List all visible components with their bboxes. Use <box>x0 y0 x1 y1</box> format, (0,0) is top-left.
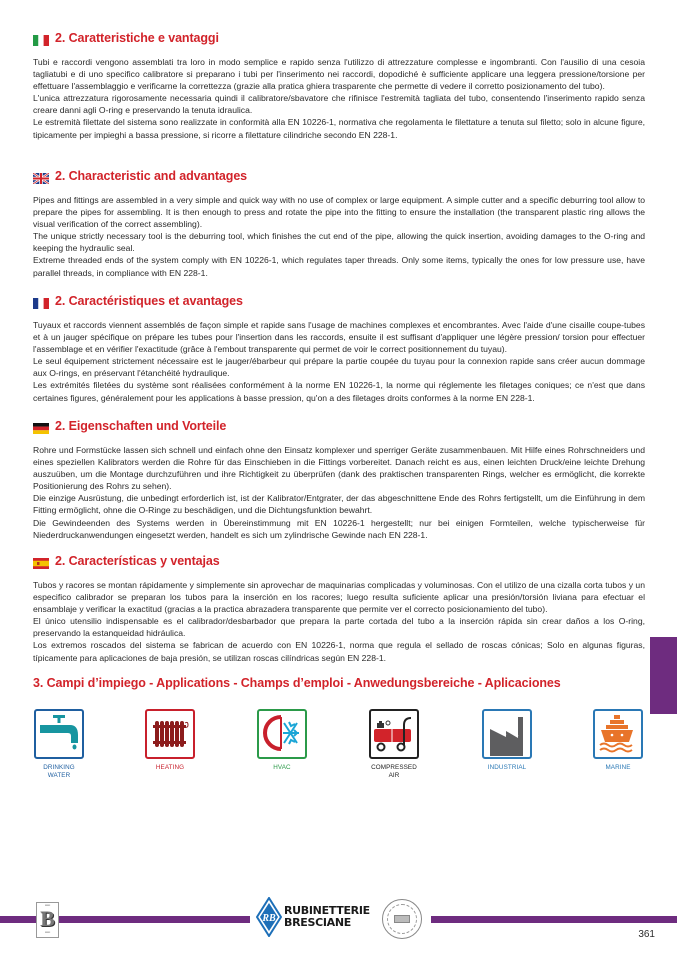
section-heading <box>33 553 645 569</box>
page-number: 361 <box>638 929 655 940</box>
flag-france-icon <box>33 296 49 307</box>
industrial-factory-icon <box>484 711 529 756</box>
section-title: 2. Características y ventajas <box>55 554 220 568</box>
bonomi-group-logo: ▪▪▪▪▪ B ▪▪▪▪▪ <box>36 902 59 938</box>
section-side-tab <box>650 637 677 714</box>
paragraph: Le seul équipement strictement nécessaire est le jauger/ébarbeur qui prépare la partie coupée du tuyau pour la connexion rapide sans créer aucun dommage aux O-rings, en préservant l'étanchéité hydraulique. <box>33 356 645 379</box>
section-it <box>33 30 645 141</box>
app-label: INDUSTRIAL <box>487 764 527 771</box>
section-es <box>33 553 645 664</box>
flag-spain-icon <box>33 556 49 567</box>
paragraph: Die Gewindeenden des Systems werden in Übereinstimmung mit EN 10226-1 hergestellt; nur bei einigen Formteilen, welche typischerweise für Niederdruckanwendungen eingesetzt werden, handelt es sich um zylindrische Gewinde nach EN 228-1. <box>33 517 645 540</box>
paragraph: Pipes and fittings are assembled in a very simple and quick way with no use of complex or large equipment. A simple cutter and a specific deburring tool allow to prepare the pipes for assembling. It is then enough to press and rotate the pipe into the fitting to ensure the installation (the transparent plastic ring allows the visual verification of the correct assembling). <box>33 195 645 230</box>
hvac-icon <box>259 711 304 756</box>
section-heading <box>33 30 645 46</box>
drinking-water-tap-icon <box>36 711 81 756</box>
section-title: 2. Characteristic and advantages <box>55 169 248 183</box>
paragraph: The unique strictly necessary tool is the deburring tool, which finishes the cut end of the pipe, allowing the quick insertion, avoiding damages to the O-ring and keeping the hydraulic seal. <box>33 231 645 254</box>
section-body <box>33 194 645 279</box>
paragraph: Tubos y racores se montan rápidamente y simplemente sin aprovechar de maquinarias complicadas y voluminosas. Con el utilizo de una cizalla corta tubos y un especifico calibrador se preparan los tubos para la inserción en los racores; luego resulta suficiente aplicar una presión/torsión liviana para efectuar el ensamblaje y verificar la exactitud (gracias a la practica abrazadera transparente que permite ver el correcto posicionamiento del tubo). <box>33 580 645 615</box>
iso-certification-seal <box>382 899 422 939</box>
paragraph: Los extremos roscados del sistema se fabrican de acuerdo con EN 10226-1, norma que regula el sellado de roscas cónicas; Solo en algunas figuras, típicamente para aplicaciones de baja presión, se utilizan roscas cilíndricas según EN 228-1. <box>33 640 645 663</box>
paragraph: Tuyaux et raccords viennent assemblés de façon simple et rapide sans l'usage de machines complexes et encombrantes. Avec l'aide d'une cisaille coupe-tubes et à un jauger spécifique on prépare les tubes pour l'insertion dans les raccords, ensuite il est suffisant d'appliquer une légère pression/ torsion pour effectuer l'assemblage et en vérifier l'exactitude (grâce à l'embout transparente qui permet de voir le correct positionnement du tuyau). <box>33 320 645 355</box>
section-body <box>33 444 645 541</box>
svg-text:RB: RB <box>262 913 276 924</box>
rubinetterie-bresciane-logo: RB RUBINETTERIE BRESCIANE <box>256 897 376 937</box>
paragraph: Tubi e raccordi vengono assemblati tra loro in modo semplice e rapido senza l'utilizzo di attrezzature complesse e ingombranti. Con l'ausilio di una cesoia tagliatubi e di uno specifico calibratore si preparano i tubi per l'inserimento nei raccordi, dopodiché è sufficiente applicare una leggera pressione/torsione per effettuare l'assemblaggio e verificarne la correttezza (grazie alla pratica ghiera trasparente che permette di vedere il corretto posizionamento del tubo). <box>33 57 645 92</box>
section-title: 2. Eigenschaften und Vorteile <box>55 419 227 433</box>
section-body <box>33 319 645 404</box>
section-heading <box>33 418 645 434</box>
paragraph: El único utensilio indispensable es el calibrador/desbarbador que prepara la parte cortada del tubo a la inserción rápida sin crear daños a los O-ring, preservando la estanqueidad hidráulica. <box>33 616 645 639</box>
paragraph: Le estremità filettate del sistema sono realizzate in conformità alla EN 10226-1, normativa che regolamenta le filettature a tenuta sul filetto; solo in alcune figure, tipicamente per impieghi a bassa pressione, si ricorre a filettature cilindriche secondo EN 228-1. <box>33 117 645 140</box>
marine-ship-icon <box>595 711 640 756</box>
app-hvac <box>257 709 307 759</box>
section-en <box>33 168 645 279</box>
app-label: MARINE <box>605 764 631 771</box>
app-drinking-water <box>34 709 84 759</box>
section-body <box>33 579 645 664</box>
applications-title: 3. Campi d’impiego - Applications - Champs d’emploi - Anwedungsbereiche - Aplicaciones <box>33 676 561 690</box>
paragraph: Die einzige Ausrüstung, die unbedingt erforderlich ist, ist der Kalibrator/Entgrater, der das abgeschnittene Ende des Rohrs fertigstellt, um die Einführung in dem Fitting ermöglicht, ohne die O-Ringe zu beschädigen, und die Dichtungsfunktion bewahrt. <box>33 493 645 516</box>
paragraph: Extreme threaded ends of the system comply with EN 10226-1, which regulates taper threads. Only some items, typically the ones for low pressure use, have parallel threads, in compliance with EN 228-1. <box>33 255 645 278</box>
rb-diamond-icon <box>256 897 282 937</box>
section-title: 2. Caractéristiques et avantages <box>55 294 243 308</box>
app-marine <box>593 709 643 759</box>
app-industrial <box>482 709 532 759</box>
flag-italy-icon <box>33 33 49 44</box>
section-title: 2. Caratteristiche e vantaggi <box>55 31 219 45</box>
compressed-air-compressor-icon <box>371 711 416 756</box>
paragraph: Rohre und Formstücke lassen sich schnell und einfach ohne den Einsatz komplexer und sperriger Geräte zusammenbauen. Mit Hilfe eines Rohrschneiders und eines speziellen Kalibrators werden die Rohre für das Einschieben in die Fittings vorbereitet. Danach reicht es aus, einen leichten Druck/eine leichte Drehung auszuüben, um die Montage durchzuführen und ihre Richtigkeit zu überprüfen (dank des praktischen transparenten Rings, welcher es ermöglicht, die korrekte Positionierung des Rohrs zu sehen). <box>33 445 645 492</box>
section-de <box>33 418 645 541</box>
flag-uk-icon <box>33 171 49 182</box>
app-label: HVAC <box>273 764 291 771</box>
section-body <box>33 56 645 141</box>
paragraph: L'unica attrezzatura rigorosamente necessaria quindi il calibratore/sbavatore che rifinisce l'estremità tagliata del tubo, consentendo l'inserimento rapido senza creare danni agli O-ring e preservando la tenuta idraulica. <box>33 93 645 116</box>
section-fr <box>33 293 645 404</box>
paragraph: Les extrémités filetées du système sont réalisées conformément à la norme EN 10226-1, la norme qui réglemente les filetages coniques; ce n'est que dans certaines figures, généralement pour les applications à basse pression, qu'on a des filetages droits conformes à la norme EN 228-1. <box>33 380 645 403</box>
section-heading <box>33 293 645 309</box>
footer-bar-right <box>431 916 677 923</box>
section-heading <box>33 168 645 184</box>
app-label: DRINKING WATER <box>43 764 75 779</box>
app-label: HEATING <box>155 764 185 771</box>
app-label: COMPRESSED AIR <box>371 764 417 779</box>
heating-radiator-icon <box>147 711 192 756</box>
flag-germany-icon <box>33 421 49 432</box>
app-compressed-air <box>369 709 419 759</box>
app-heating <box>145 709 195 759</box>
